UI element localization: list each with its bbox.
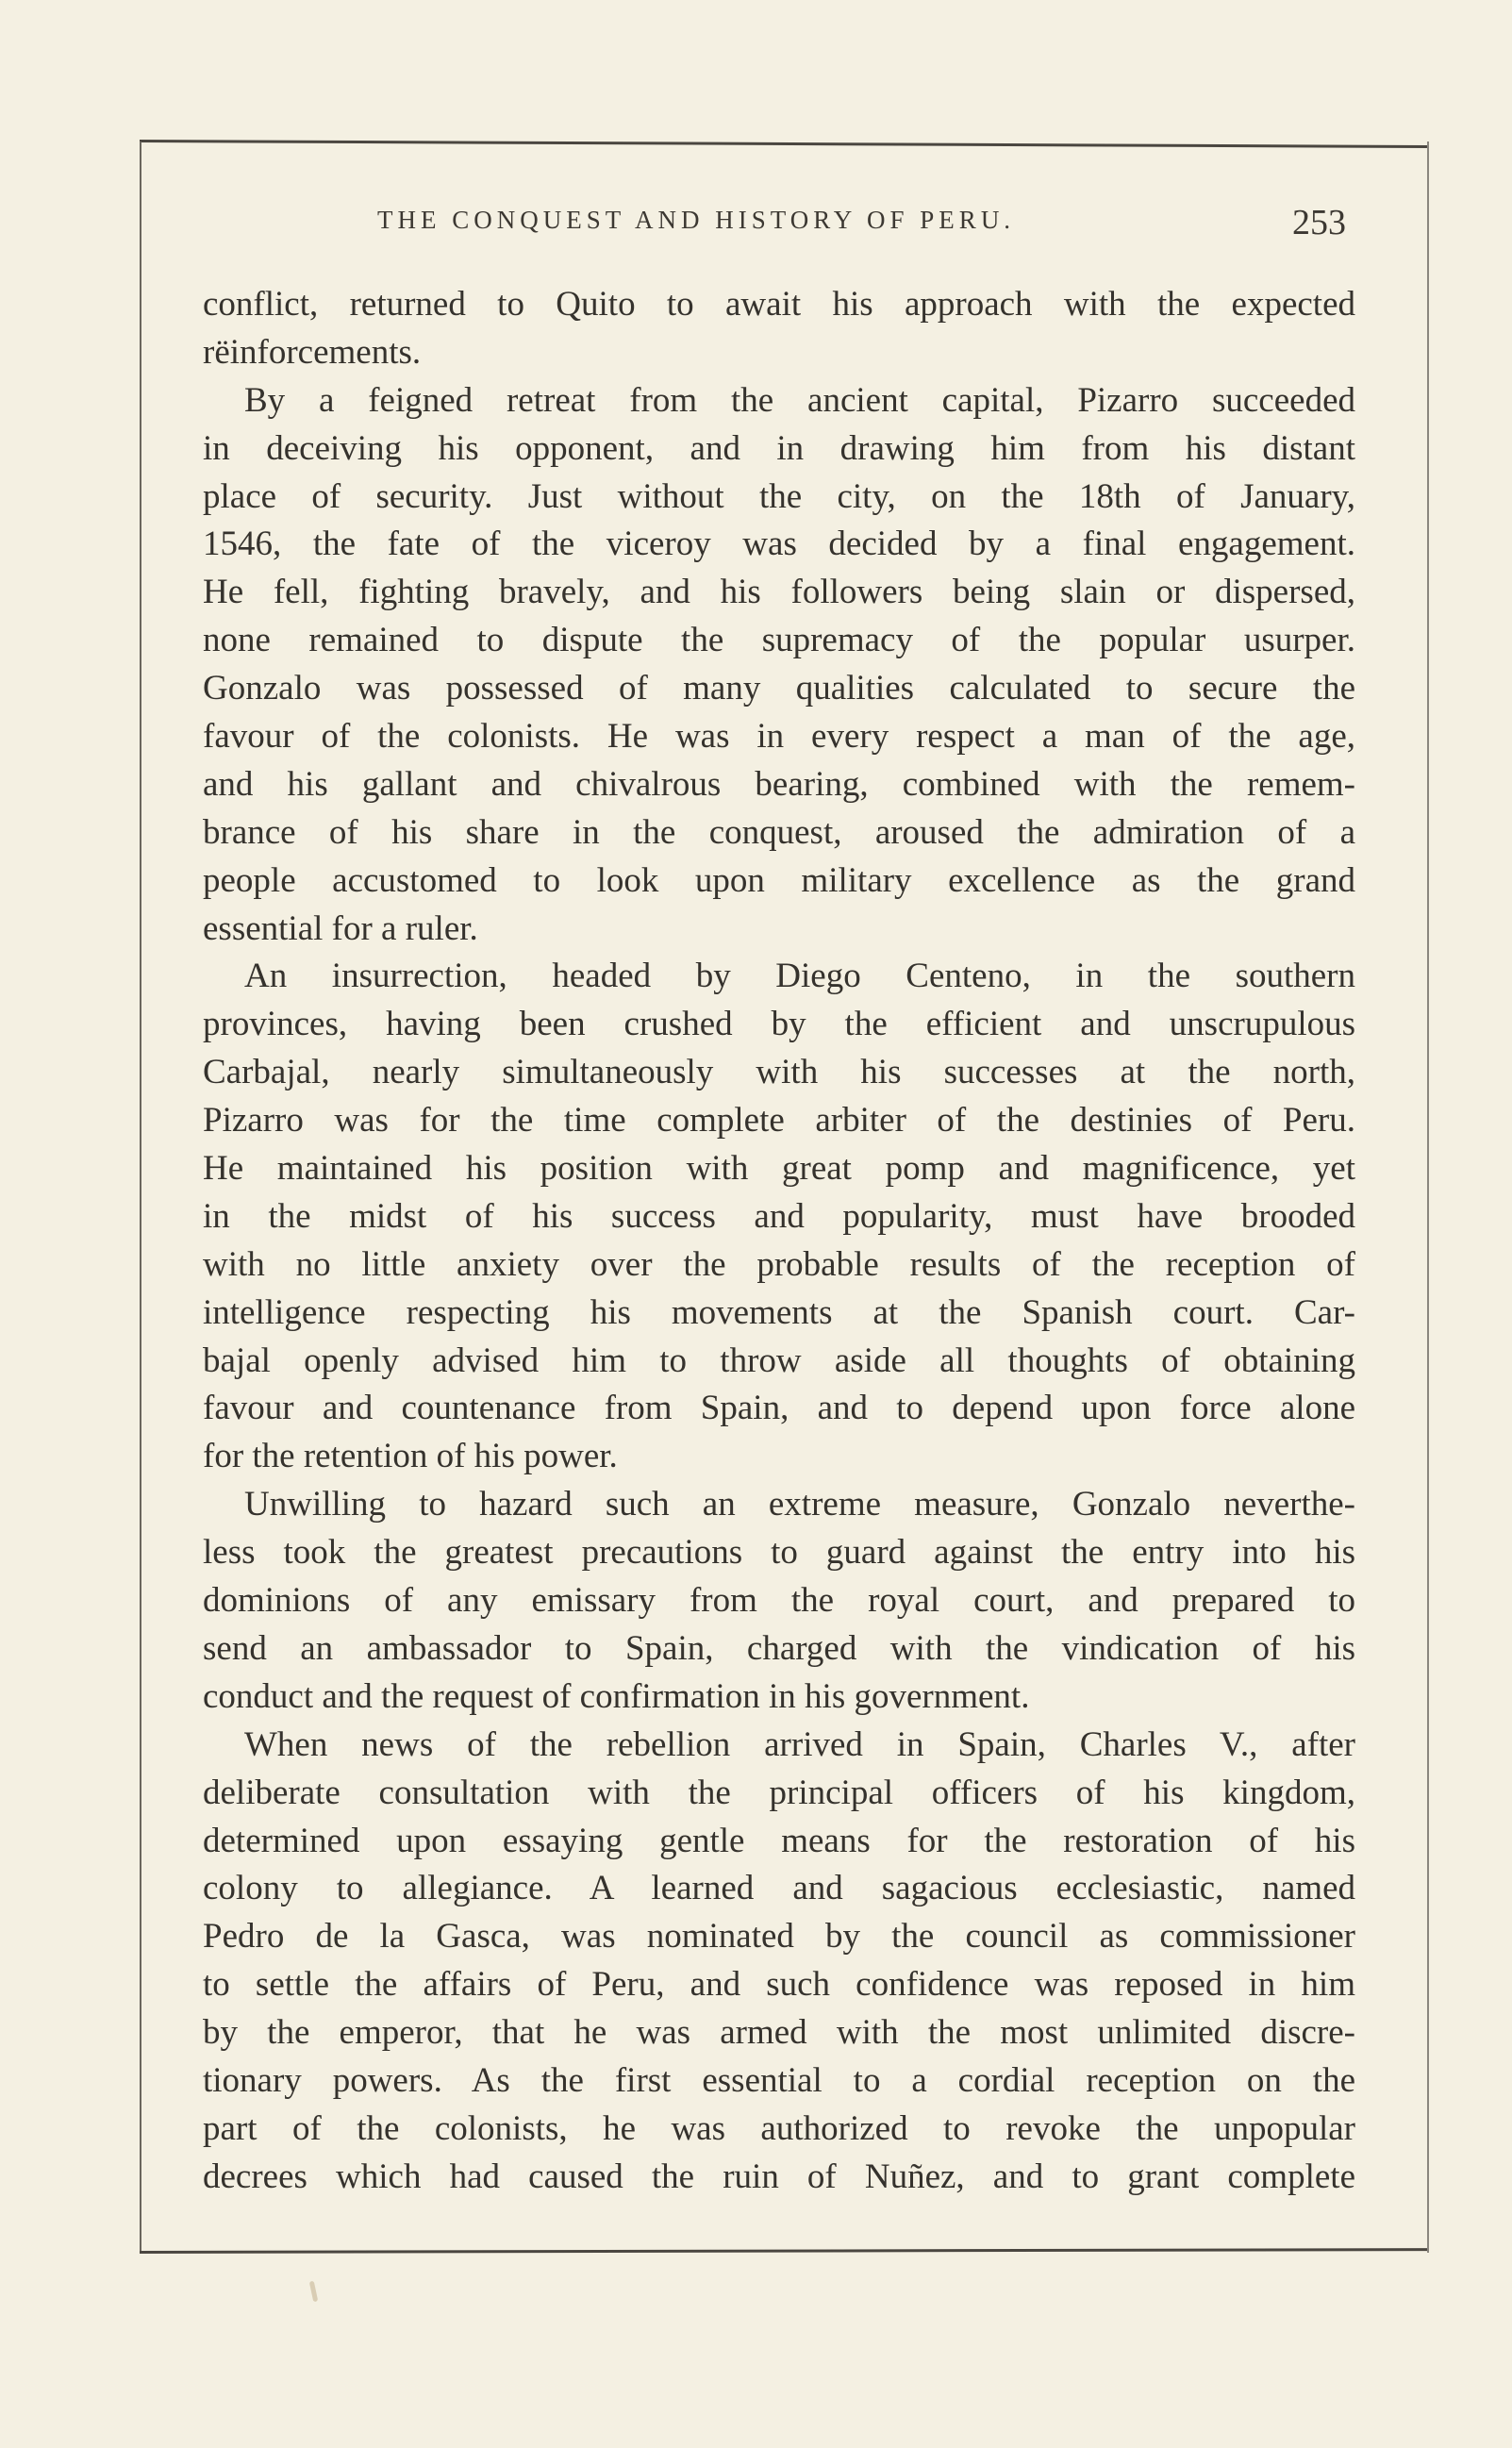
- text-line: in deceiving his opponent, and in drawing him from his distant: [203, 428, 1355, 468]
- text-line: bajal openly advised him to throw aside all thoughts of obtaining: [203, 1341, 1355, 1380]
- text-line: Unwilling to hazard such an extreme measure, Gonzalo neverthe-: [244, 1485, 1355, 1524]
- text-line: decrees which had caused the ruin of Nuñez, and to grant complete: [203, 2157, 1355, 2196]
- text-line: conflict, returned to Quito to await his approach with the expected: [203, 285, 1355, 324]
- text-line: favour of the colonists. He was in every respect a man of the age,: [203, 717, 1355, 757]
- paragraph: [203, 1481, 1355, 1721]
- text-line: He maintained his position with great pomp and magnificence, yet: [203, 1149, 1355, 1189]
- text-line: with no little anxiety over the probable results of the reception of: [203, 1244, 1355, 1284]
- text-line: 1546, the fate of the viceroy was decided by a final engagement.: [203, 525, 1355, 564]
- text-line: less took the greatest precautions to guard against the entry into his: [203, 1533, 1355, 1573]
- text-line: send an ambassador to Spain, charged with the vindication of his: [203, 1628, 1355, 1668]
- text-line: tionary powers. As the first essential to a cordial reception on the: [203, 2060, 1355, 2100]
- text-line: determined upon essaying gentle means for the restoration of his: [203, 1821, 1355, 1860]
- text-line: deliberate consultation with the principal officers of his kingdom,: [203, 1773, 1355, 1812]
- paragraph: [203, 377, 1355, 954]
- text-line: people accustomed to look upon military excellence as the grand: [203, 860, 1355, 900]
- text-line: When news of the rebellion arrived in Spain, Charles V., after: [244, 1724, 1355, 1764]
- paragraph: [203, 1722, 1355, 2202]
- text-line: favour and countenance from Spain, and to depend upon force alone: [203, 1389, 1355, 1428]
- text-line: none remained to dispute the supremacy of the popular usurper.: [203, 621, 1355, 660]
- text-line: brance of his share in the conquest, aroused the admiration of a: [203, 812, 1355, 852]
- paragraph: [203, 953, 1355, 1481]
- text-line: conduct and the request of confirmation in his government.: [203, 1676, 1030, 1716]
- text-line: Pedro de la Gasca, was nominated by the council as commissioner: [203, 1917, 1355, 1957]
- text-line: provinces, having been crushed by the efficient and unscrupulous: [203, 1005, 1355, 1044]
- text-line: An insurrection, headed by Diego Centeno, in the southern: [244, 957, 1355, 996]
- text-line: Gonzalo was possessed of many qualities calculated to secure the: [203, 669, 1355, 708]
- text-line: dominions of any emissary from the royal court, and prepared to: [203, 1581, 1355, 1621]
- text-line: part of the colonists, he was authorized to revoke the unpopular: [203, 2108, 1355, 2148]
- text-line: to settle the affairs of Peru, and such confidence was reposed in him: [203, 1965, 1355, 2005]
- body-text: [203, 281, 1355, 2202]
- text-line: and his gallant and chivalrous bearing, combined with the remem-: [203, 764, 1355, 804]
- text-line: for the retention of his power.: [203, 1437, 618, 1476]
- paragraph: [203, 281, 1355, 377]
- text-line: in the midst of his success and popularity, must have brooded: [203, 1196, 1355, 1236]
- page-number: 253: [1292, 203, 1346, 242]
- text-line: intelligence respecting his movements at the Spanish court. Car-: [203, 1292, 1355, 1332]
- text-line: Pizarro was for the time complete arbiter of the destinies of Peru.: [203, 1101, 1355, 1141]
- text-line: rëinforcements.: [203, 332, 422, 372]
- text-line: He fell, fighting bravely, and his followers being slain or dispersed,: [203, 573, 1355, 612]
- running-title: THE CONQUEST AND HISTORY OF PERU.: [377, 206, 1016, 234]
- paper-stain: [309, 2281, 318, 2303]
- text-line: By a feigned retreat from the ancient capital, Pizarro succeeded: [244, 380, 1355, 420]
- text-line: by the emperor, that he was armed with the most unlimited discre-: [203, 2013, 1355, 2053]
- text-line: Carbajal, nearly simultaneously with his successes at the north,: [203, 1053, 1355, 1092]
- text-line: colony to allegiance. A learned and sagacious ecclesiastic, named: [203, 1869, 1355, 1908]
- text-line: essential for a ruler.: [203, 908, 478, 948]
- text-line: place of security. Just without the city, on the 18th of January,: [203, 476, 1355, 516]
